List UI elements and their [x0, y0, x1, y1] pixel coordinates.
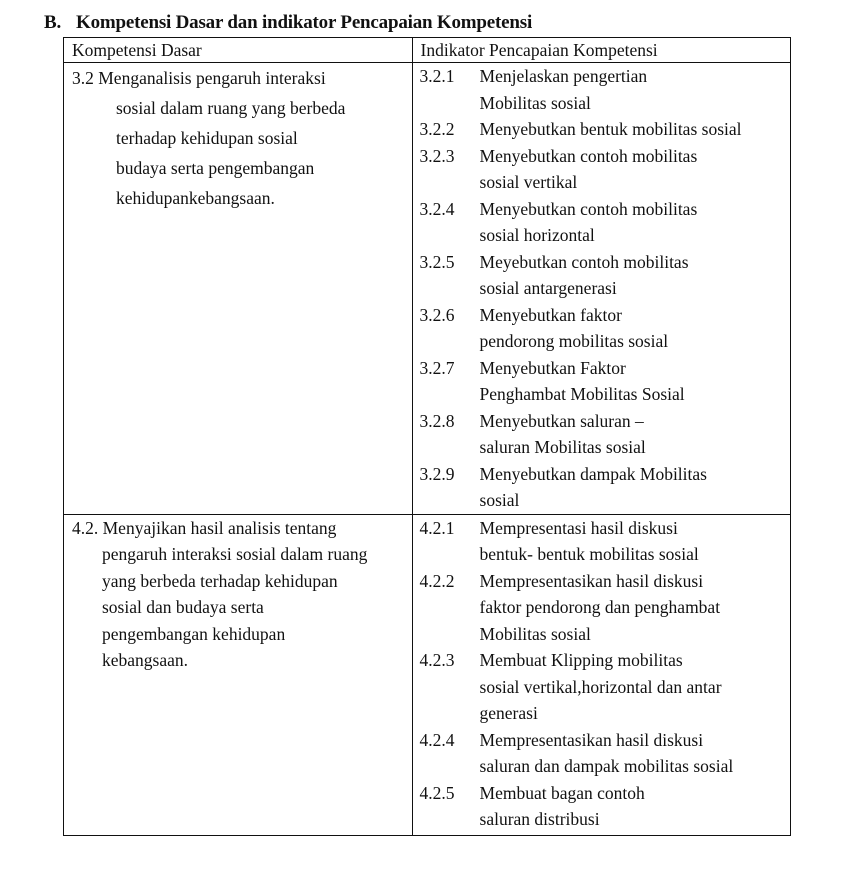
indicator-text: sosial vertikal,horizontal dan antar: [479, 676, 722, 697]
list-item: [420, 727, 790, 780]
indicator-cell: [412, 514, 790, 835]
indicator-text: Membuat bagan contoh: [479, 782, 645, 803]
indicator-text: Menyebutkan faktor: [479, 304, 622, 325]
indicator-code: 3.2.4: [419, 198, 455, 219]
indicator-code: 3.2.1: [419, 66, 455, 86]
section-heading: [44, 12, 532, 34]
section-number: B.: [44, 12, 62, 33]
list-item: [420, 515, 790, 568]
indicator-code: 3.2.6: [419, 304, 455, 325]
header-kompetensi-dasar: Kompetensi Dasar: [64, 38, 413, 63]
indicator-text: Mobilitas sosial: [479, 92, 591, 113]
indicator-text: Penghambat Mobilitas Sosial: [479, 384, 685, 404]
list-item: [420, 461, 790, 514]
indicator-text: sosial vertikal: [479, 172, 578, 192]
kd-line: 4.2. Menyajikan hasil analisis tentang: [72, 517, 337, 538]
indicator-text: generasi: [479, 703, 538, 723]
list-item: [420, 780, 790, 833]
indicator-text: saluran dan dampak mobilitas sosial: [479, 756, 734, 776]
kd-line: sosial dan budaya serta: [102, 597, 264, 617]
section-title: Kompetensi Dasar dan indikator Pencapaian Kompetensi: [76, 12, 533, 33]
indicator-code: 4.2.2: [419, 570, 455, 591]
kd-line: kehidupankebangsaan.: [116, 188, 275, 208]
table-row: [64, 514, 791, 835]
indicator-text: bentuk- bentuk mobilitas sosial: [479, 544, 699, 564]
indicator-text: saluran distribusi: [479, 809, 600, 829]
indicator-text: sosial antargenerasi: [479, 278, 617, 298]
indicator-code: 4.2.5: [419, 782, 455, 803]
kd-cell: [64, 514, 413, 835]
indicator-text: saluran Mobilitas sosial: [479, 437, 646, 457]
indicator-text: Membuat Klipping mobilitas: [479, 650, 683, 670]
kd-line: yang berbeda terhadap kehidupan: [102, 570, 338, 591]
kd-line: kebangsaan.: [102, 650, 189, 670]
indicator-code: 4.2.1: [419, 517, 455, 538]
indicator-code: 3.2.5: [419, 251, 455, 272]
indicator-text: Mempresentasi hasil diskusi: [479, 517, 678, 538]
indicator-cell: [412, 63, 790, 515]
list-item: [420, 408, 790, 461]
indicator-text: sosial horizontal: [479, 225, 595, 245]
indicator-code: 3.2.8: [419, 410, 455, 431]
indicator-text: pendorong mobilitas sosial: [479, 331, 669, 351]
kd-line: terhadap kehidupan sosial: [116, 128, 298, 148]
list-item: [420, 143, 790, 196]
indicator-text: Menjelaskan pengertian: [479, 66, 648, 86]
list-item: [420, 116, 790, 143]
indicator-text: faktor pendorong dan penghambat: [479, 597, 721, 617]
indicator-code: 3.2.7: [419, 357, 455, 378]
indicator-code: 3.2.2: [419, 119, 455, 139]
list-item: [420, 63, 790, 116]
indicator-text: Menyebutkan saluran –: [479, 410, 644, 431]
indicator-text: Menyebutkan contoh mobilitas: [479, 198, 698, 219]
indicator-text: Meyebutkan contoh mobilitas: [479, 251, 689, 272]
indicator-text: Mempresentasikan hasil diskusi: [479, 570, 704, 591]
indicator-text: Mempresentasikan hasil diskusi: [479, 729, 704, 750]
kd-line: budaya serta pengembangan: [116, 158, 315, 178]
indicator-text: Menyebutkan dampak Mobilitas: [479, 463, 707, 484]
list-item: [420, 302, 790, 355]
indicator-text: Mobilitas sosial: [479, 623, 591, 644]
indicator-code: 3.2.3: [419, 145, 455, 166]
indicator-text: Menyebutkan contoh mobilitas: [479, 145, 698, 166]
table-header-row: [64, 38, 791, 63]
list-item: [420, 568, 790, 648]
header-indikator: Indikator Pencapaian Kompetensi: [412, 38, 790, 63]
table-row: [64, 63, 791, 515]
list-item: [420, 196, 790, 249]
indicator-text: sosial: [479, 490, 520, 510]
kd-cell: [64, 63, 413, 515]
indicator-code: 4.2.4: [419, 729, 455, 750]
indicator-code: 4.2.3: [419, 650, 455, 670]
competency-table: [63, 37, 791, 836]
list-item: [420, 355, 790, 408]
indicator-text: Menyebutkan Faktor: [479, 357, 626, 378]
kd-line: sosial dalam ruang yang berbeda: [116, 98, 346, 118]
kd-line: 3.2 Menganalisis pengaruh interaksi: [72, 68, 326, 88]
indicator-code: 3.2.9: [419, 463, 455, 484]
kd-line: pengaruh interaksi sosial dalam ruang: [102, 544, 368, 564]
list-item: [420, 647, 790, 727]
kd-line: pengembangan kehidupan: [102, 623, 286, 644]
list-item: [420, 249, 790, 302]
indicator-text: Menyebutkan bentuk mobilitas sosial: [479, 119, 742, 139]
